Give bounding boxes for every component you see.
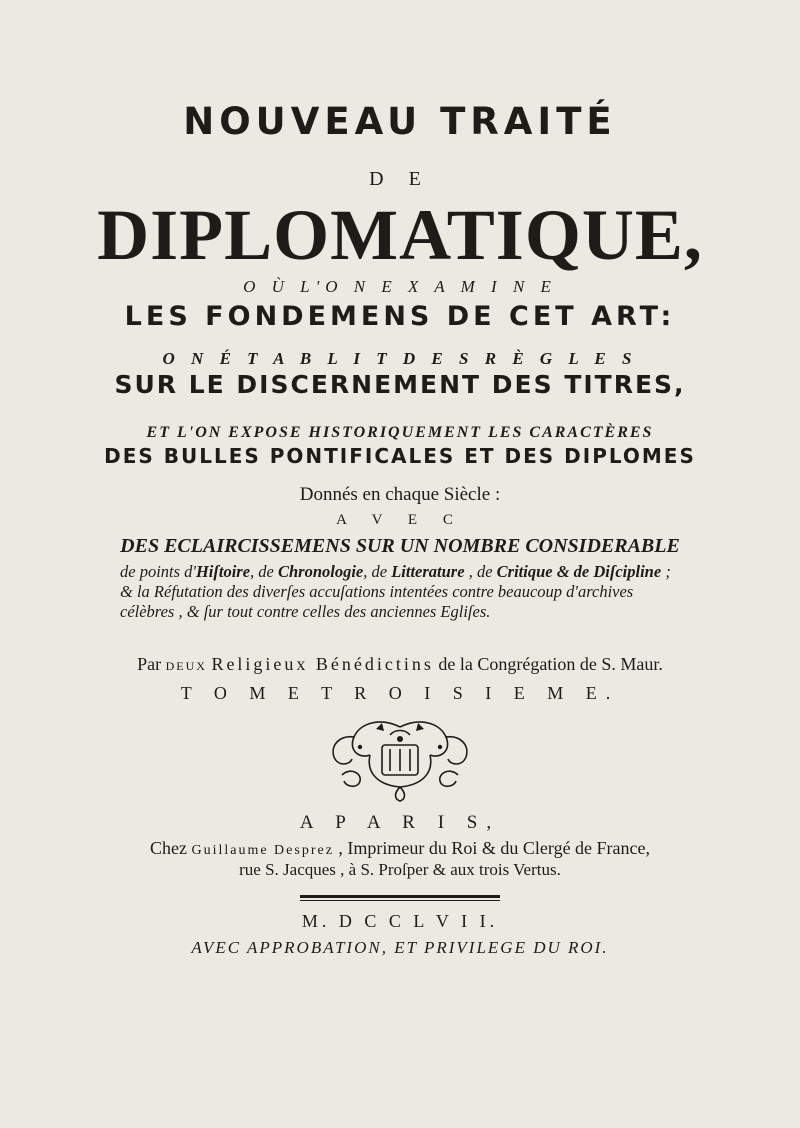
subjects-text-4: , de <box>464 562 497 581</box>
subjects-text-1: de points d' <box>120 562 196 581</box>
subjects-text-5: ; & la Réfutation des diverſes accuſations intentées contre beaucoup d'archives célèbres , & ſur tout contre celles des anciennes Egliſes. <box>120 562 671 621</box>
volume-number: T O M E T R O I S I E M E. <box>180 683 620 703</box>
printer-title: , Imprimeur du Roi & du Clergé de France, <box>333 838 651 858</box>
imprint-approbation: AVEC APPROBATION, ET PRIVILEGE DU ROI. <box>191 938 609 957</box>
subtitle-discernement: SUR LE DISCERNEMENT DES TITRES, <box>114 370 686 399</box>
subtitle-donnes: Donnés en chaque Siècle : <box>299 484 501 505</box>
printer-chez: Chez <box>149 838 192 858</box>
subjects-text-2: , de <box>250 562 278 581</box>
title-de: D E <box>369 168 431 190</box>
imprint-printer <box>0 838 800 859</box>
authors-deux: DEUX <box>165 659 207 673</box>
subjects-paragraph <box>120 562 680 622</box>
authors-par: Par <box>137 654 166 674</box>
subtitle-ou-lon-examine: O Ù L'O N E X A M I N E <box>243 277 557 296</box>
subtitle-expose: ET L'ON EXPOSE HISTORIQUEMENT LES CARACTÈRES <box>146 424 654 441</box>
authors-line <box>0 654 800 675</box>
divider-rule-thin <box>300 900 500 901</box>
subtitle-eclaircissemens: DES ECLAIRCISSEMENS SUR UN NOMBRE CONSIDERABLE <box>120 535 680 557</box>
imprint-city: A P A R I S, <box>299 812 501 833</box>
subject-chronologie: Chronologie <box>277 562 364 581</box>
divider-rule-thick <box>300 895 500 898</box>
subjects-text-3: , de <box>363 562 392 581</box>
subject-histoire: Hiſtoire <box>195 562 251 581</box>
subtitle-fondemens: LES FONDEMENS DE CET ART: <box>124 301 676 332</box>
subtitle-etablit: O N É T A B L I T D E S R È G L E S <box>162 349 638 368</box>
subtitle-avec: A V E C <box>336 512 464 528</box>
authors-religieux: Religieux Bénédictins <box>211 654 434 674</box>
subject-litterature: Litterature <box>391 562 465 581</box>
imprint-date: M. D C C L V I I. <box>301 911 499 931</box>
printer-name: Guillaume Desprez <box>191 843 334 858</box>
title-line-1: NOUVEAU TRAITÉ <box>183 100 617 143</box>
authors-congregation: de la Congrégation de S. Maur. <box>433 654 663 674</box>
subtitle-bulles: DES BULLES PONTIFICALES ET DES DIPLOMES <box>104 444 696 468</box>
printers-ornament-icon <box>320 715 480 805</box>
title-line-2: DIPLOMATIQUE, <box>97 195 703 275</box>
imprint-address: rue S. Jacques , à S. Proſper & aux trois Vertus. <box>239 860 561 879</box>
subject-critique: Critique & de Diſcipline <box>496 562 662 581</box>
